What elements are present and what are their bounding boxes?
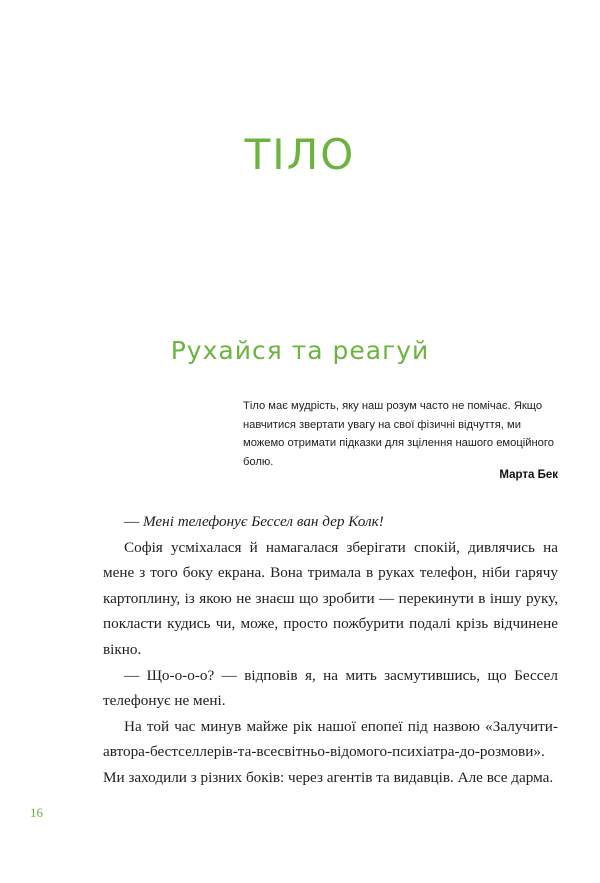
epigraph-author: Марта Бек — [499, 469, 558, 481]
italic-quote: Мені телефонує Бессел ван дер Колк! — [142, 513, 384, 530]
section-title: Рухайся та реагуй — [170, 336, 430, 365]
paragraph-2: Софія усміхалася й намагалася зберігати спокій, дивлячись на мене з того боку екрана. Вона тримала в руках телефон, ніби гарячу картоплину, із якою не знаєш що зробити — перекинути в іншу руку, покласти кудись чи, може, просто пожбурити подалі крізь відчинене вікно. — [103, 538, 558, 658]
paragraph-3: — Що-о-о-о? — відповів я, на мить засмутившись, що Бессел телефонує не мені. — [103, 666, 558, 710]
chapter-title: ТІЛО — [244, 130, 356, 179]
paragraph-4: На той час минув майже рік нашої епопеї під назвою «Залучити-автора-бестселлерів-та-всесвітньо-відомого-психіатра-до-розмови». Ми заходили з різних боків: через агентів та видавців. Але все дарма. — [103, 717, 558, 786]
paragraph-1 — [103, 509, 558, 535]
body-text — [103, 509, 558, 791]
epigraph-text: Тіло має мудрість, яку наш розум часто не помічає. Якщо навчитися звертати увагу на свої фізичні відчуття, ми можемо отримати підказки для зцілення нашого емоційного болю. — [243, 400, 554, 468]
dialogue-dash: — — [124, 513, 143, 530]
page-number: 16 — [30, 805, 43, 820]
